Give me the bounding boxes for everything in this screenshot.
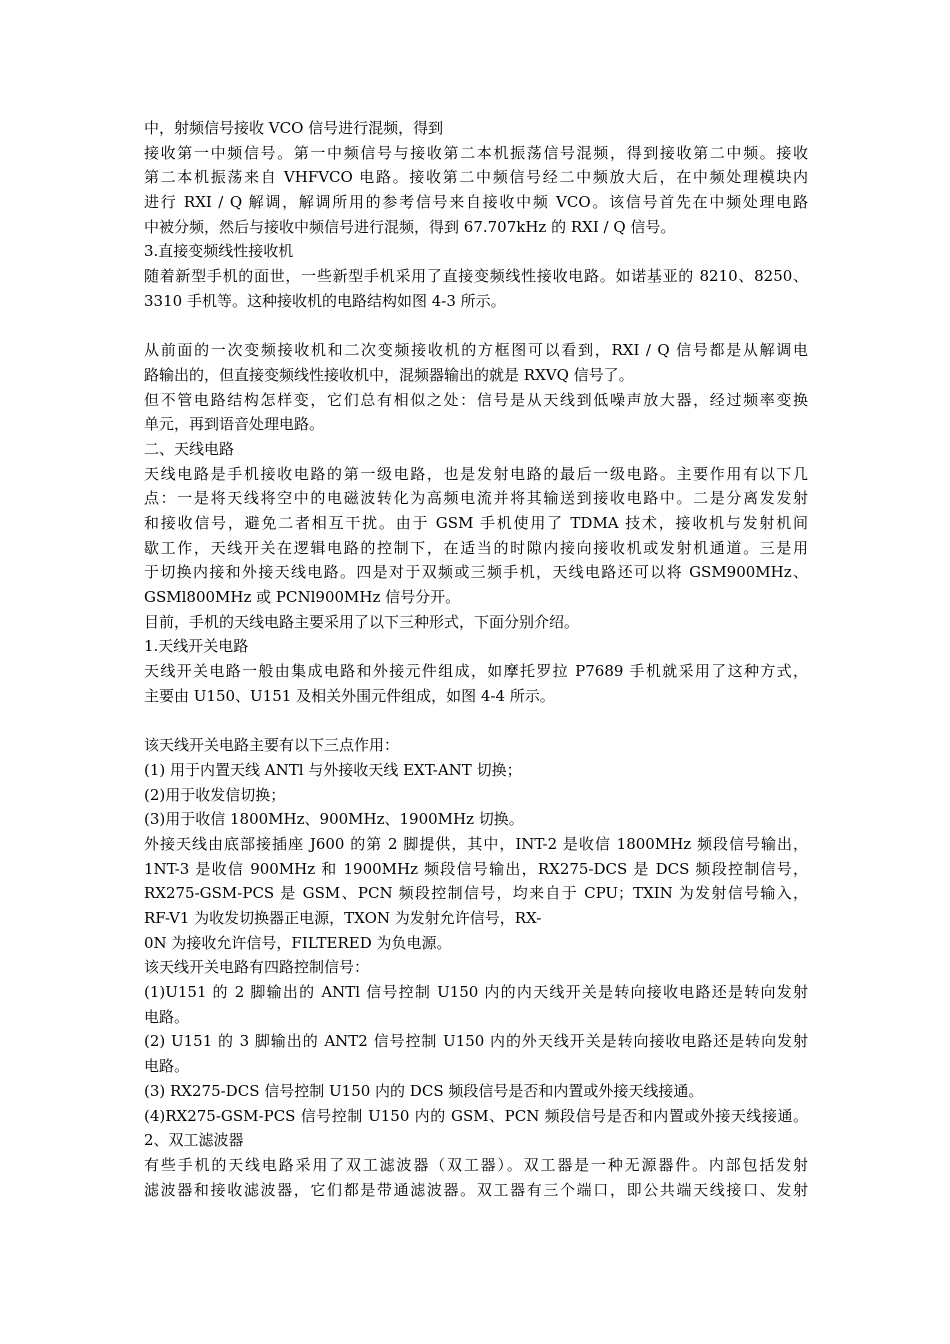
text-line: 接收第一中频信号。第一中频信号与接收第二本机振荡信号混频，得到接收第二中频。接收 xyxy=(144,143,808,162)
section-heading: 二、天线电路 xyxy=(144,439,235,458)
list-item: (1)U151 的 2 脚输出的 ANTl 信号控制 U150 内的内天线开关是转向接收电路还是转向发射 xyxy=(144,983,808,1002)
text-line: 3310 手机等。这种接收机的电路结构如图 4-3 所示。 xyxy=(144,291,506,310)
text-line: RX275-GSM-PCS 是 GSM、PCN 频段控制信号，均来自于 CPU；TXIN 为发射信号输入， xyxy=(144,884,808,903)
text-line: 点：一是将天线将空中的电磁波转化为高频电流并将其输送到接收电路中。二是分离发发射 xyxy=(144,489,808,508)
figure-gap xyxy=(144,709,808,734)
list-item: (2)用于收发信切换； xyxy=(144,785,286,804)
text-line: 目前，手机的天线电路主要采用了以下三种形式，下面分别介绍。 xyxy=(144,612,580,631)
text-line: 和接收信号，避免二者相互干扰。由于 GSM 手机使用了 TDMA 技术，接收机与发射机间 xyxy=(144,514,808,532)
list-item: (2) U151 的 3 脚输出的 ANT2 信号控制 U150 内的外天线开关是转向接收电路还是转向发射 xyxy=(144,1032,808,1051)
text-line: 于切换内接和外接天线电路。四是对于双频或三频手机，天线电路还可以将 GSM900MHz、 xyxy=(144,563,808,582)
text-line: 中被分频，然后与接收中频信号进行混频，得到 67.707kHz 的 RXI / Q 信号。 xyxy=(144,217,676,236)
section-heading: 2、双工滤波器 xyxy=(144,1131,244,1150)
section-heading: 1.天线开关电路 xyxy=(144,637,249,656)
text-line: 主要由 U150、U151 及相关外围元件组成，如图 4-4 所示。 xyxy=(144,686,555,705)
text-line: GSMl800MHz 或 PCNl900MHz 信号分开。 xyxy=(144,588,461,607)
text-line: 该天线开关电路有四路控制信号： xyxy=(144,958,370,977)
list-item: (1) 用于内置天线 ANTl 与外接收天线 EXT-ANT 切换； xyxy=(144,760,522,779)
text-line: 外接天线由底部接插座 J600 的第 2 脚提供，其中，INT-2 是收信 1800MHz 频段信号输出， xyxy=(144,834,808,853)
list-item: 电路。 xyxy=(144,1057,190,1076)
document-body xyxy=(144,116,808,1202)
text-line: 中，射频信号接收 VCO 信号进行混频，得到 xyxy=(144,119,444,137)
text-line: 该天线开关电路主要有以下三点作用： xyxy=(144,736,400,755)
text-line: 随着新型手机的面世，一些新型手机采用了直接变频线性接收电路。如诺基亚的 8210、8250、 xyxy=(144,267,808,286)
text-line: 第二本机振荡来自 VHFVCO 电路。接收第二中频信号经二中频放大后，在中频处理模块内 xyxy=(144,168,808,187)
text-line: 天线电路是手机接收电路的第一级电路，也是发射电路的最后一级电路。主要作用有以下几 xyxy=(144,464,808,483)
text-line: 但不管电路结构怎样变，它们总有相似之处：信号是从天线到低噪声放大器，经过频率变换 xyxy=(144,390,808,409)
text-line: 歇工作，天线开关在逻辑电路的控制下，在适当的时隙内接向接收机或发射机通道。三是用 xyxy=(144,538,808,557)
text-line: 0N 为接收允许信号，FILTERED 为负电源。 xyxy=(144,933,452,952)
section-heading: 3.直接变频线性接收机 xyxy=(144,242,294,261)
text-line: 滤波器和接收滤波器，它们都是带通滤波器。双工器有三个端口，即公共端天线接口、发射 xyxy=(144,1180,808,1199)
list-item: (4)RX275-GSM-PCS 信号控制 U150 内的 GSM、PCN 频段信号是否和内置或外接天线接通。 xyxy=(144,1106,808,1125)
text-line: RF-V1 为收发切换器正电源，TXON 为发射允许信号，RX- xyxy=(144,909,542,927)
list-item: 电路。 xyxy=(144,1007,190,1026)
text-line: 单元，再到语音处理电路。 xyxy=(144,415,325,434)
text-line: 1NT-3 是收信 900MHz 和 1900MHz 频段信号输出，RX275-DCS 是 DCS 频段控制信号， xyxy=(144,859,808,878)
figure-gap xyxy=(144,314,808,339)
list-item: (3)用于收信 1800MHz、900MHz、1900MHz 切换。 xyxy=(144,810,524,829)
text-line: 路输出的，但直接变频线性接收机中，混频器输出的就是 RXVQ 信号了。 xyxy=(144,365,634,384)
text-line: 进行 RXI / Q 解调，解调所用的参考信号来自接收中频 VCO。该信号首先在中频处理电路 xyxy=(144,193,808,212)
text-line: 天线开关电路一般由集成电路和外接元件组成，如摩托罗拉 P7689 手机就采用了这种方式， xyxy=(144,662,808,681)
list-item: (3) RX275-DCS 信号控制 U150 内的 DCS 频段信号是否和内置或外接天线接通。 xyxy=(144,1081,704,1100)
text-line: 有些手机的天线电路采用了双工滤波器（双工器）。双工器是一种无源器件。内部包括发射 xyxy=(144,1155,808,1174)
text-line: 从前面的一次变频接收机和二次变频接收机的方框图可以看到，RXI / Q 信号都是从解调电 xyxy=(144,341,808,360)
